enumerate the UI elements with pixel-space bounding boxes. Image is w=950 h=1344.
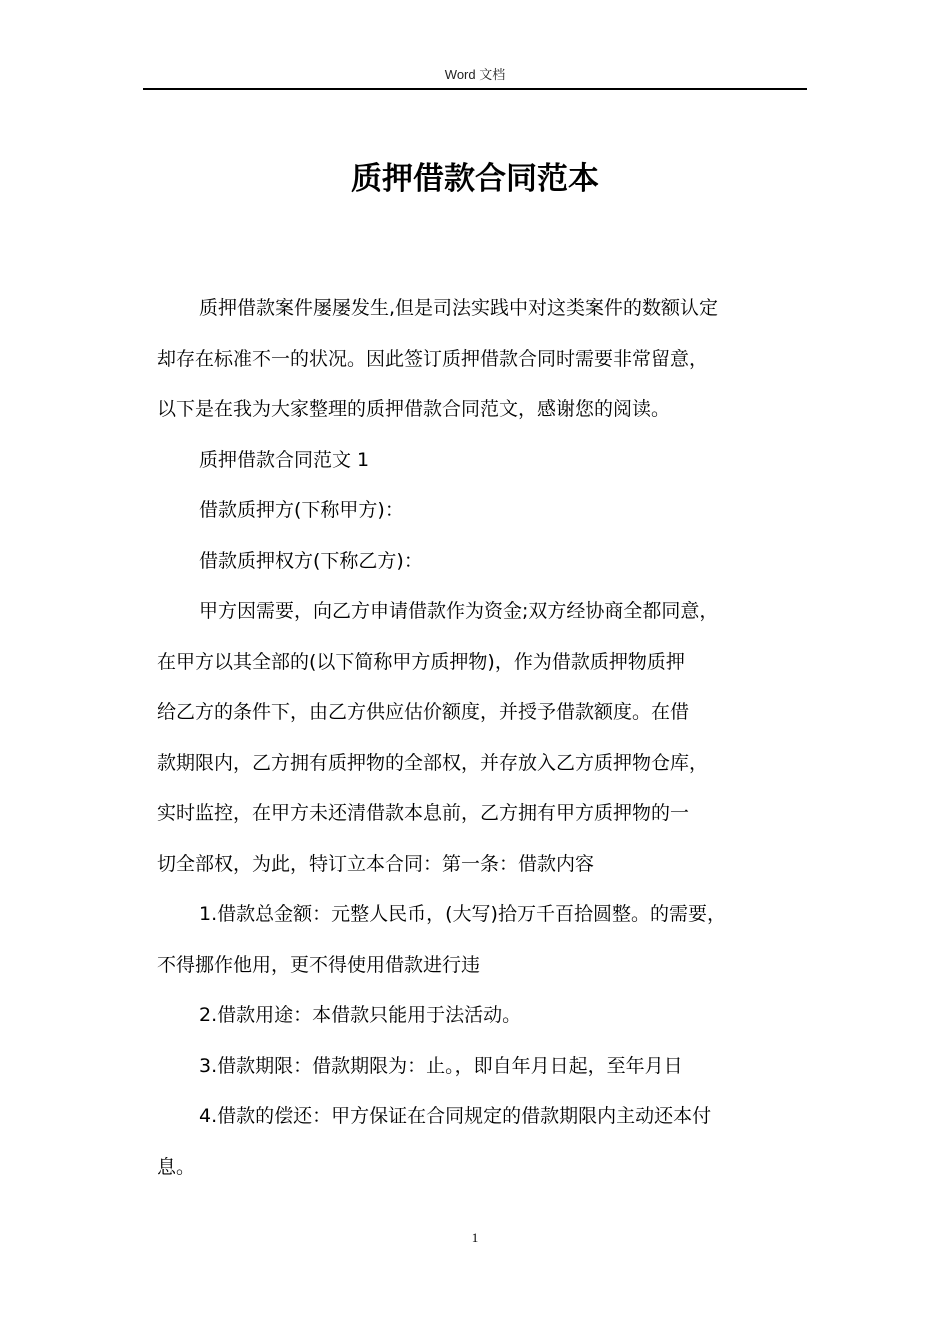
paragraph-line: 质押借款合同范文 1 bbox=[199, 448, 370, 471]
document-title: 质押借款合同范本 bbox=[351, 161, 599, 197]
paragraph-line: 切全部权，为此，特订立本合同：第一条：借款内容 bbox=[157, 852, 595, 875]
paragraph-line: 不得挪作他用，更不得使用借款进行违 bbox=[157, 953, 481, 976]
paragraph-clause-1 bbox=[157, 889, 808, 990]
paragraph-line: 借款质押权方(下称乙方)： bbox=[199, 549, 423, 572]
paragraph-party-a bbox=[178, 485, 808, 536]
paragraph-line: 质押借款案件屡屡发生,但是司法实践中对这类案件的数额认定 bbox=[199, 297, 719, 319]
paragraph-line: 4.借款的偿还：甲方保证在合同规定的借款期限内主动还本付 bbox=[199, 1105, 712, 1127]
paragraph-line: 以下是在我为大家整理的质押借款合同范文，感谢您的阅读。 bbox=[157, 398, 671, 420]
paragraph-line: 3.借款期限：借款期限为：止。，即自年月日起，至年月日 bbox=[199, 1054, 683, 1077]
paragraph-clause-3 bbox=[178, 1041, 808, 1092]
paragraph-clause-4 bbox=[157, 1091, 808, 1192]
paragraph-line: 借款质押方(下称甲方)： bbox=[199, 499, 404, 521]
document-body bbox=[157, 283, 808, 1192]
header-text: Word 文档 bbox=[444, 67, 506, 82]
paragraph-line: 1.借款总金额：元整人民币，(大写)拾万千百拾圆整。的需要， bbox=[199, 903, 726, 925]
paragraph-preamble bbox=[157, 586, 808, 889]
paragraph-line: 实时监控，在甲方未还清借款本息前，乙方拥有甲方质押物的一 bbox=[157, 802, 690, 824]
paragraph-party-b bbox=[178, 536, 808, 587]
paragraph-line: 息。 bbox=[157, 1155, 196, 1178]
paragraph-line: 给乙方的条件下，由乙方供应估价额度，并授予借款额度。在借 bbox=[157, 701, 690, 723]
paragraph-section-heading bbox=[178, 435, 808, 486]
page-number: 1 bbox=[471, 1230, 479, 1245]
paragraph-clause-2 bbox=[178, 990, 808, 1041]
paragraph-intro bbox=[157, 283, 808, 435]
paragraph-line: 在甲方以其全部的(以下简称甲方质押物)，作为借款质押物质押 bbox=[157, 650, 685, 673]
paragraph-line: 甲方因需要，向乙方申请借款作为资金;双方经协商全都同意， bbox=[199, 600, 719, 622]
paragraph-line: 2.借款用途：本借款只能用于法活动。 bbox=[199, 1004, 522, 1026]
paragraph-line: 款期限内，乙方拥有质押物的全部权，并存放入乙方质押物仓库， bbox=[157, 751, 709, 774]
paragraph-line: 却存在标准不一的状况。因此签订质押借款合同时需要非常留意， bbox=[157, 347, 709, 370]
page-header bbox=[143, 62, 807, 90]
